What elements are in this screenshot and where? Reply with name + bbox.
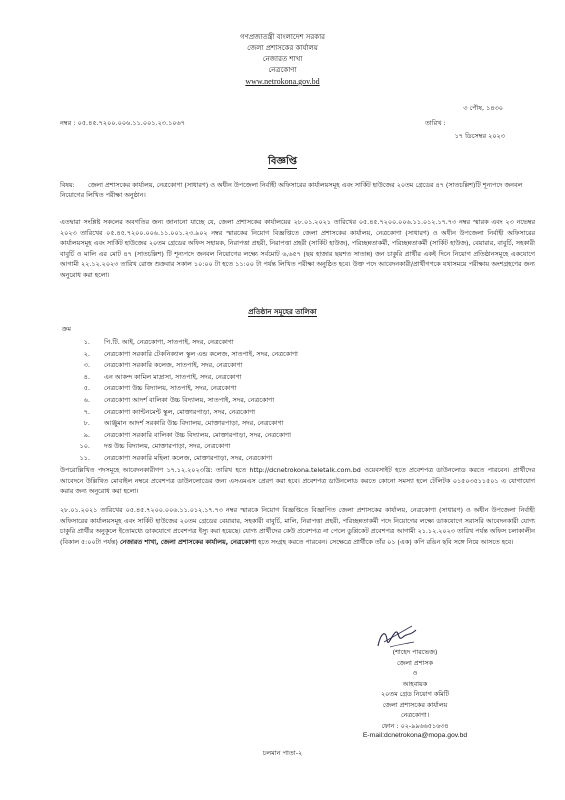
item-name: নেত্রকোণা সরকারি মহিলা কলেজ, মোক্তারপাড়া, সদর, নেত্রকোণা [104,453,273,462]
signatory-committee: ২০তম গ্রেড নিয়োগ কমিটি [380,690,449,698]
signatory-email[interactable]: E-mail:dcnetrokona@mopa.gov.bd [362,732,468,739]
item-number: ৩. [83,361,90,370]
signatory-designation: জেলা প্রশাসক [396,658,434,667]
list-item [60,360,480,372]
para3-bold-office: নেজারত শাখা, জেলা প্রশাসকের কার্যালয়, নেত্রকোণা [119,537,257,546]
serial-header: ক্রম [62,325,72,333]
paragraph-announcement: এতদ্বারা সংশ্লিষ্ট সকলের অবগতির জন্য জানানো যাচ্ছে যে, জেলা প্রশাসকের কার্যালয়ের ২৮.০১.২০২১ তারিখের ০৫.৪৫.৭২০০.০০৬.১১.০১২.১৭.৭৩ নম্বর স্মারক এবং ২৩ নভেম্বর ২০২৩ তারিখের ০৫.৪৫.৭২০০.০০৬.১১.০০১.২৩.৯০২ নম্বর স্মারকের নিয়োগ বিজ্ঞপ্তিতে জেলা প্রশাসকের কার্যালয়, নেত্রকোণা (সাধারণ) ও অধীন উপজেলা নির্বাহী অফিসারের কার্যালয়সমূহ এবং সার্কিট হাউজের ২০তম গ্রেডের অফিস সহায়ক, নিরাপত্তা প্রহরী, নিরাপত্তা প্রহরী (সার্কিট হাউজ), পরিচ্ছন্নতাকর্মী, পরিচ্ছন্নতাকর্মী (সার্কিট হাউজ), বেয়ারার, বাবুর্চি, সহকারী বাবুর্চি ও মালি এর মোট ৪৭ (সাতচল্লিশ) টি শূন্যপদে জনবল নিয়োগের লক্ষ্যে সর্বমোট ৬,৬৫৭ (ছয় হাজার ছয়শত সাতান্ন) জন চাকুরি প্রার্থীর একই দিনে নিয়োগ প্রতিষ্ঠানসমূহে একযোগে আগামী ২২.১২.২০২৩ তারিখ রোজ শুক্রবার সকাল ১০:০০ টা হতে ১১:০০ টা পর্যন্ত লিখিত পরীক্ষা অনুষ্ঠিত হবে। উক্ত পদে আবেদনকারী/প্রার্থীগণকে যথাসময়ে পরীক্ষায় অংশগ্রহণের জন্য অনুরোধ করা হলো। [60,218,535,279]
signatory-district: নেত্রকোণা। [401,711,429,719]
institution-list [60,337,480,465]
notice-title-text: বিজ্ঞপ্তি [267,156,298,167]
subject-line [60,180,530,200]
signatory-role: আহবায়ক [402,679,428,688]
date-label: তারিখ : [425,119,446,127]
item-number: ১১. [79,453,90,462]
signatory-name: (শাহেদ পারভেজ) [392,648,438,656]
subject-label: বিষয়: [60,181,75,189]
institution-list-title-text: প্রতিষ্ঠান সমূহের তালিকা [248,308,317,316]
list-item [60,395,480,407]
date-gregorian: ১৭ ডিসেম্বর ২০২৩ [454,132,505,140]
list-item [60,407,480,419]
list-item [60,349,480,361]
item-name: পি.টি. আই, নেত্রকোণা, সাতপাই, সদর, নেত্রকোণা [104,338,234,346]
list-item [60,337,480,349]
item-name: আঞ্জুমান আদর্শ সরকারি উচ্চ বিদ্যালয়, মোক্তারপাড়া, সদর, নেত্রকোণা [104,419,284,428]
item-name: দত্ত উচ্চ বিদ্যালয়, মোক্তারপাড়া, সদর, নেত্রকোণা [104,442,231,451]
signature-block [335,647,495,742]
list-item [60,453,480,465]
letterhead-branch: নেজারত শাখা [262,55,303,63]
continued-page-note: চলমান পাতা-২ [262,749,303,757]
notice-title [0,154,565,171]
item-name: নেত্রকোণা ক্যান্টনমেন্ট স্কুল, মোক্তারপাড়া, সদর, নেত্রকোণা [104,407,256,416]
item-number: ৬. [83,395,90,404]
signatory-office: জেলা প্রশাসকের কার্যালয় [382,700,448,709]
item-number: ৪. [83,372,90,381]
list-item [60,441,480,453]
item-number: ৮. [83,419,90,428]
item-name: নেত্রকোণা আদর্শ বালিকা উচ্চ বিদ্যালয়, সাতপাই, সদর, নেত্রকোণা [104,395,275,404]
list-item [60,383,480,395]
memo-number: নম্বর : ০৫.৪৫.৭২০০.০০৬.১১.০০১.২৩.১০৬৭ [60,119,185,127]
letterhead-government: গণপ্রজাতন্ত্রী বাংলাদেশ সরকার [240,33,325,41]
item-name: নেত্রকোণা সরকারি কলেজ, সাতপাই, সদর, নেত্রকোণা [104,361,243,370]
signatory-phone: ফোন : ০২-৯৯৬৬৫১৬৩৪ [381,721,449,730]
website-link[interactable]: www.netrokona.gov.bd [245,77,320,86]
para3-text-before: ২৮.০১.২০২১ তারিখের ০৫.৪৫.৭২০০.০০৬.১১.০১২.১৭.৭৩ নম্বর স্মারকে নিয়োগ বিজ্ঞপ্তিতে বিজ্ঞাপিত জেলা প্রশাসকের কার্যালয়, নেত্রকোণা (সাধারণ) ও অধীন উপজেলা নির্বাহী অফিসারের কার্যালয়সমূহ এবং সার্কিট হাউজের ২০তম গ্রেডের বেয়ারার, সহকারী বাবুর্চি, মালি, নিরাপত্তা প্রহরী, পরিচ্ছন্নতাকর্মী পদে নিয়োগের লক্ষ্যে ডাকযোগে সরাসরি আবেদনকারী যোগ্য চাকুরি প্রার্থীর অনুকূলে ইতোমধ্যে ডাকযোগে প্রবেশপত্র ইস্যু করা হয়েছে। যোগ্য প্রার্থীদের কেউ প্রবেশপত্র না পেলে ডুপ্লিকেট প্রবেশপত্র আগামী ২১.১২.২০২৩ তারিখ পর্যন্ত অফিস চলাকালীন (বিকাল ৫:০০টা পর্যন্ত) [60,506,535,546]
list-item [60,430,480,442]
item-number: ১০. [79,442,90,451]
item-number: ৭. [83,407,90,416]
letterhead-office: জেলা প্রশাসকের কার্যালয় [247,44,318,52]
subject-text: জেলা প্রশাসকের কার্যালয়, নেত্রকোণা (সাধারণ) ও অধীন উপজেলা নির্বাহী অফিসারের কার্যালয়সমূহ এবং সার্কিট হাউজের ২০তম গ্রেডের ৪৭ (সাতচল্লিশ)টি শূন্যপদে জনবল নিয়োগের লিখিত পরীক্ষা অনুষ্ঠান। [60,181,523,199]
item-name: এন আকন্দ কামিল মাদ্রাসা, সাতপাই, সদর, নেত্রকোণা [104,372,242,381]
item-name: নেত্রকোণা উচ্চ বিদ্যালয়, সাতপাই, সদর, নেত্রকোণা [104,384,237,393]
signatory-conjunction: ও [412,669,418,677]
item-name: নেত্রকোণা সরকারি টেকনিক্যাল স্কুল এন্ড কলেজ, সাতপাই, সদর, নেত্রকোণা [104,349,298,358]
letterhead [0,32,565,87]
item-number: ১. [83,338,90,346]
date-bengali: ৩ পৌষ, ১৪৩০ [463,104,503,112]
paragraph-duplicate-admit-card [60,505,535,547]
list-item [60,418,480,430]
item-name: নেত্রকোণা সরকারি বালিকা উচ্চ বিদ্যালয়, মোক্তারপাড়া, সদর, নেত্রকোণা [104,430,291,439]
institution-list-title [0,306,565,318]
letterhead-district: নেত্রকোণা [268,66,297,74]
list-item [60,372,480,384]
item-number: ৫. [83,384,90,393]
paragraph-admit-card-download: উপরোল্লিখিত পদসমূহে আবেদনকারীগণ ১৭.১২.২০২৩খ্রি: তারিখ হতে http://dcnetrokona.teletalk.com.bd ওয়েবসাইট হতে প্রবেশপত্র ডাউনলোড করতে পারবেন। প্রার্থীদের আবেদনে উল্লিখিত মোবাইল নম্বরে প্রবেশপত্র ডাউনলোডের জন্য এসএমএস প্রেরণ করা হবে। প্রবেশপত্র ডাউনলোড করতে কোনো সমস্যা হলে টেলিটক ০১৫০৩৫১১৫০১ এ যোগাযোগ করার জন্য অনুরোধ করা হলো। [60,466,535,495]
item-number: ৯. [83,430,90,439]
item-number: ২. [83,349,90,358]
para3-text-after: হতে সংগ্রহ করতে পারবেন। সেক্ষেত্রে প্রার্থীকে তাঁর ০১ (এক) কপি রঙিন ছবি সঙ্গে নিয়ে আসতে হবে। [258,537,514,546]
